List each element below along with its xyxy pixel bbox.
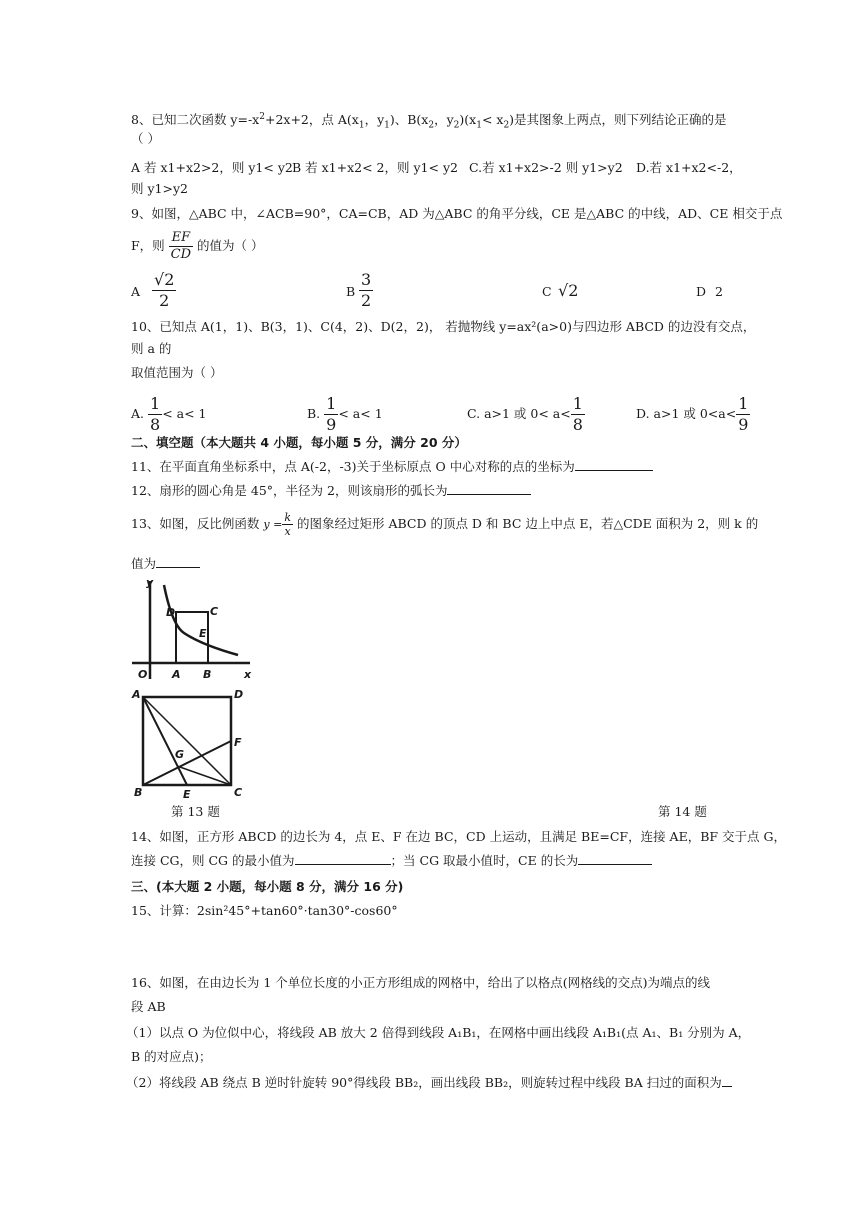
q15: 15、计算：2sin²45°+tan60°·tan30°-cos60° (131, 903, 398, 918)
option-label: A. (131, 406, 145, 421)
frac-den: 2 (361, 291, 372, 310)
q8-option-d: D.若 x1+x2<-2， (636, 160, 742, 175)
q8-text: )是其图象上两点，则下列结论正确的是 (509, 112, 727, 128)
frac-num: 1 (150, 394, 161, 413)
label-e: E (183, 788, 191, 800)
q9-option-d-value: 2 (715, 284, 723, 299)
answer-blank (156, 555, 200, 568)
q8-line1: 8、已知二次函数 $y=-x^2+2x+2$，点 $A(x_1$，$y_1$)、$B(x_2$，$y_2)(x_1< x_2)$是其图象上两点，则下列结论正确的是 (131, 112, 727, 131)
section-2-heading: 二、填空题（本大题共 4 小题，每小题 5 分，满分 20 分） (131, 435, 467, 450)
q8-text: )(x (459, 112, 477, 128)
option-text: C. a>1 或 0< a< (467, 406, 571, 421)
label-f: F (234, 736, 242, 749)
label-a: A (132, 688, 141, 701)
q16-line1: 16、如图，在由边长为 1 个单位长度的小正方形组成的网格中，给出了以格点(网格线的交点)为端点的线 (131, 975, 711, 990)
q8-option-b: B 若 x1+x2< 2，则 y1< y2 (292, 160, 458, 175)
q8-option-a: A 若 x1+x2>2，则 y1< y2 (131, 160, 293, 175)
q9-text: F，则 (131, 238, 165, 253)
q11 (131, 458, 653, 476)
answer-blank (447, 482, 531, 495)
q8-option-c: C.若 x1+x2>-2 则 y1>y2 (469, 160, 623, 175)
q9-option-b-label: B (346, 284, 356, 299)
q8-text: ，y (364, 112, 385, 128)
q9-text: 的值为（ ） (197, 238, 264, 253)
q9-option-a-label: A (131, 284, 141, 299)
q9-option-c-label: C (542, 284, 552, 299)
q13-text: 值为 (131, 556, 157, 571)
answer-blank (578, 852, 652, 865)
q12 (131, 482, 531, 500)
q13-text: 13、如图，反比例函数 (131, 516, 260, 531)
caption-figure-14: 第 14 题 (658, 804, 707, 819)
frac-den: 9 (326, 415, 337, 434)
option-text: < a< 1 (338, 406, 383, 421)
q12-text: 12、扇形的圆心角是 45°，半径为 2，则该扇形的弧长为 (131, 483, 448, 498)
caption-figure-13: 第 13 题 (171, 804, 220, 819)
q8-text: )、B(x (389, 112, 429, 128)
label-g: G (175, 748, 185, 761)
q9-line1: 9、如图，△ABC 中，∠ACB=90°，CA=CB，AD 为△ABC 的角平分线，CE 是△ABC 的中线，AD、CE 相交于点 (131, 206, 783, 221)
q9-fraction (169, 230, 193, 263)
label-c: C (234, 786, 243, 799)
answer-blank (722, 1074, 732, 1087)
q8-paren: （ ） (131, 131, 160, 146)
q10-line1: 10、已知点 A(1，1)、B(3，1)、C(4，2)、D(2，2)， 若抛物线 y=ax²(a>0)与四边形 ABCD 的边没有交点， (131, 319, 756, 334)
label-c: C (210, 605, 219, 618)
q10-line3: 取值范围为（ ） (131, 365, 223, 380)
q16-line2: 段 AB (131, 999, 166, 1014)
q14-text: 连接 CG，则 CG 的最小值为 (131, 853, 295, 868)
answer-blank (575, 458, 653, 471)
q8-option-d-cont: 则 y1>y2 (131, 181, 188, 196)
q16-sub2 (126, 1074, 732, 1092)
q10-option-c (467, 394, 585, 435)
option-label: B. (307, 406, 321, 421)
frac-num: 1 (738, 394, 749, 413)
label-e: E (199, 627, 207, 640)
diagonal-ac (143, 697, 231, 785)
frac-den: 8 (572, 415, 583, 434)
frac-num: k (284, 511, 291, 524)
q14-line2 (131, 852, 652, 870)
answer-blank (295, 852, 391, 865)
q9-option-c-value: √2 (558, 281, 579, 300)
formula-y: y = (263, 518, 283, 531)
option-text: D. a>1 或 0<a< (636, 406, 737, 421)
q8-text: +2x+2，点 A(x (264, 112, 359, 128)
label-b: B (134, 786, 143, 799)
q9-line2 (131, 228, 264, 264)
q8-text: < x (481, 112, 504, 128)
label-a: A (172, 668, 181, 681)
label-y: y (146, 576, 154, 589)
q9-option-a-frac (152, 270, 176, 311)
figure-14 (130, 688, 246, 800)
q10-option-d (636, 394, 750, 435)
label-b: B (203, 668, 212, 681)
q8-text: ，y (434, 112, 454, 128)
frac-num: 3 (361, 270, 372, 289)
q13-line1 (131, 508, 758, 541)
q10-line2: 则 a 的 (131, 341, 172, 356)
label-x: x (244, 668, 252, 681)
frac-num: √2 (154, 270, 175, 289)
q16-sub1-line2: B 的对应点)； (131, 1049, 212, 1064)
q9-option-d-label: D (696, 284, 707, 299)
segment-ae (143, 697, 187, 785)
q11-text: 11、在平面直角坐标系中，点 A(-2，-3)关于坐标原点 O 中心对称的点的坐标为 (131, 459, 575, 474)
segment-bf (143, 741, 231, 785)
frac-den: CD (170, 247, 192, 262)
option-text: < a< 1 (162, 406, 207, 421)
label-d: D (166, 606, 176, 619)
frac-den: 9 (738, 415, 749, 434)
q13-line2 (131, 555, 200, 573)
q16-text: （2）将线段 AB 绕点 B 逆时针旋转 90°得线段 BB₂，画出线段 BB₂，则旋转过程中线段 BA 扫过的面积为 (126, 1075, 722, 1090)
q14-text: ；当 CG 取最小值时，CE 的长为 (390, 853, 579, 868)
q9-option-b-frac (359, 270, 373, 311)
frac-num: EF (169, 230, 193, 247)
frac-den: x (284, 525, 291, 538)
label-o: O (138, 668, 148, 681)
q8-text: 8、已知二次函数 y=-x (131, 112, 260, 128)
label-d: D (234, 688, 244, 701)
figure-13 (128, 575, 258, 685)
frac-den: 8 (150, 415, 161, 434)
frac-num: 1 (572, 394, 583, 413)
q10-option-a (131, 394, 207, 435)
frac-num: 1 (326, 394, 337, 413)
section-3-heading: 三、(本大题 2 小题，每小题 8 分，满分 16 分) (131, 879, 404, 894)
q14-line1: 14、如图，正方形 ABCD 的边长为 4，点 E、F 在边 BC，CD 上运动，且满足 BE=CF，连接 AE，BF 交于点 G， (131, 829, 786, 844)
q10-option-b (307, 394, 383, 435)
q16-sub1-line1: （1）以点 O 为位似中心，将线段 AB 放大 2 倍得到线段 A₁B₁，在网格中画出线段 A₁B₁(点 A₁、B₁ 分别为 A， (126, 1025, 751, 1040)
frac-den: 2 (159, 291, 170, 310)
q13-text: 的图象经过矩形 ABCD 的顶点 D 和 BC 边上中点 E，若△CDE 面积为 2，则 k 的 (296, 516, 759, 531)
